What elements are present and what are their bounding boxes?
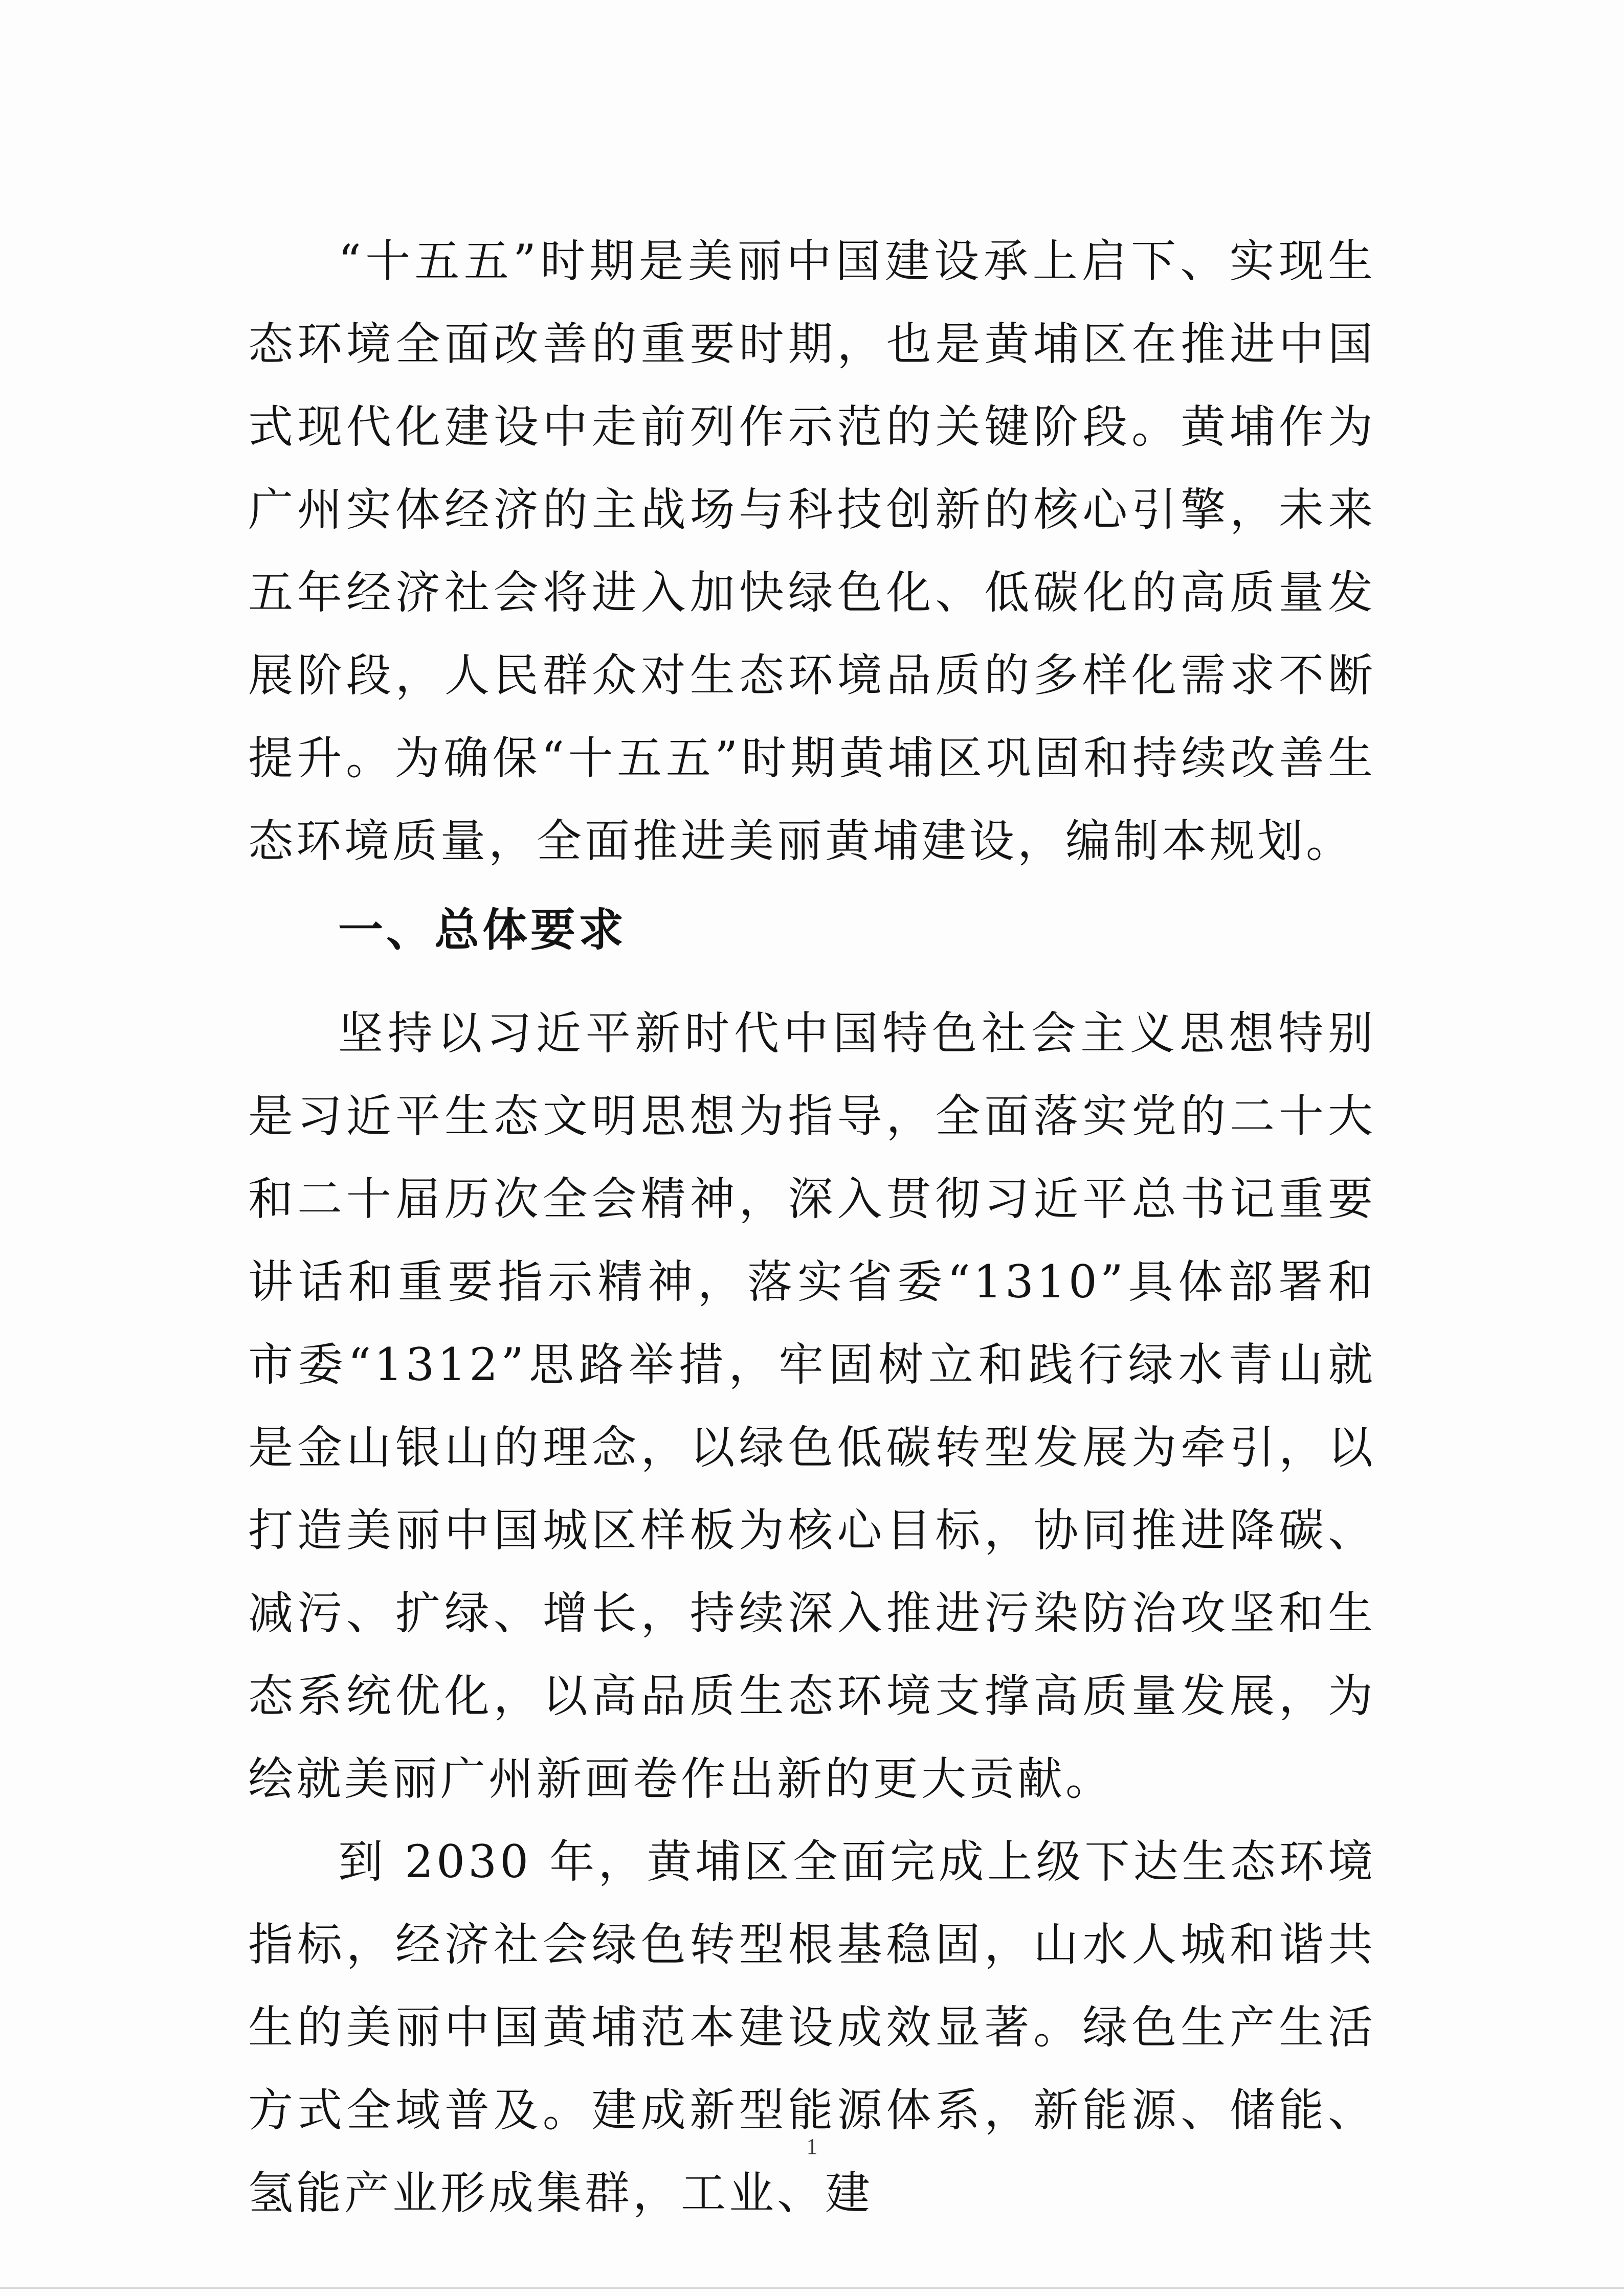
scan-edge-line	[0, 2287, 1624, 2289]
guiding-paragraph: 坚持以习近平新时代中国特色社会主义思想特别是习近平生态文明思想为指导，全面落实党的二十大和二十届历次全会精神，深入贯彻习近平总书记重要讲话和重要指示精神，落实省委“1310”具体部署和市委“1312”思路举措，牢固树立和践行绿水青山就是金山银山的理念，以绿色低碳转型发展为牵引，以打造美丽中国城区样板为核心目标，协同推进降碳、减污、扩绿、增长，持续深入推进污染防治攻坚和生态系统优化，以高品质生态环境支撑高质量发展，为绘就美丽广州新画卷作出新的更大贡献。	[248, 1007, 1376, 1805]
intro-paragraph: “十五五”时期是美丽中国建设承上启下、实现生态环境全面改善的重要时期，也是黄埔区在推进中国式现代化建设中走前列作示范的关键阶段。黄埔作为广州实体经济的主战场与科技创新的核心引擎，未来五年经济社会将进入加快绿色化、低碳化的高质量发展阶段，人民群众对生态环境品质的多样化需求不断提升。为确保“十五五”时期黄埔区巩固和持续改善生态环境质量，全面推进美丽黄埔建设，编制本规划。	[248, 235, 1376, 867]
page-number: 1	[806, 2134, 818, 2159]
section-heading: 一、总体要求	[338, 904, 627, 956]
goals-paragraph: 到 2030 年，黄埔区全面完成上级下达生态环境指标，经济社会绿色转型根基稳固，山水人城和谐共生的美丽中国黄埔范本建设成效显著。绿色生产生活方式全域普及。建成新型能源体系，新能源、储能、氢能产业形成集群，工业、建	[248, 1835, 1376, 2219]
document-body	[248, 220, 1376, 2235]
